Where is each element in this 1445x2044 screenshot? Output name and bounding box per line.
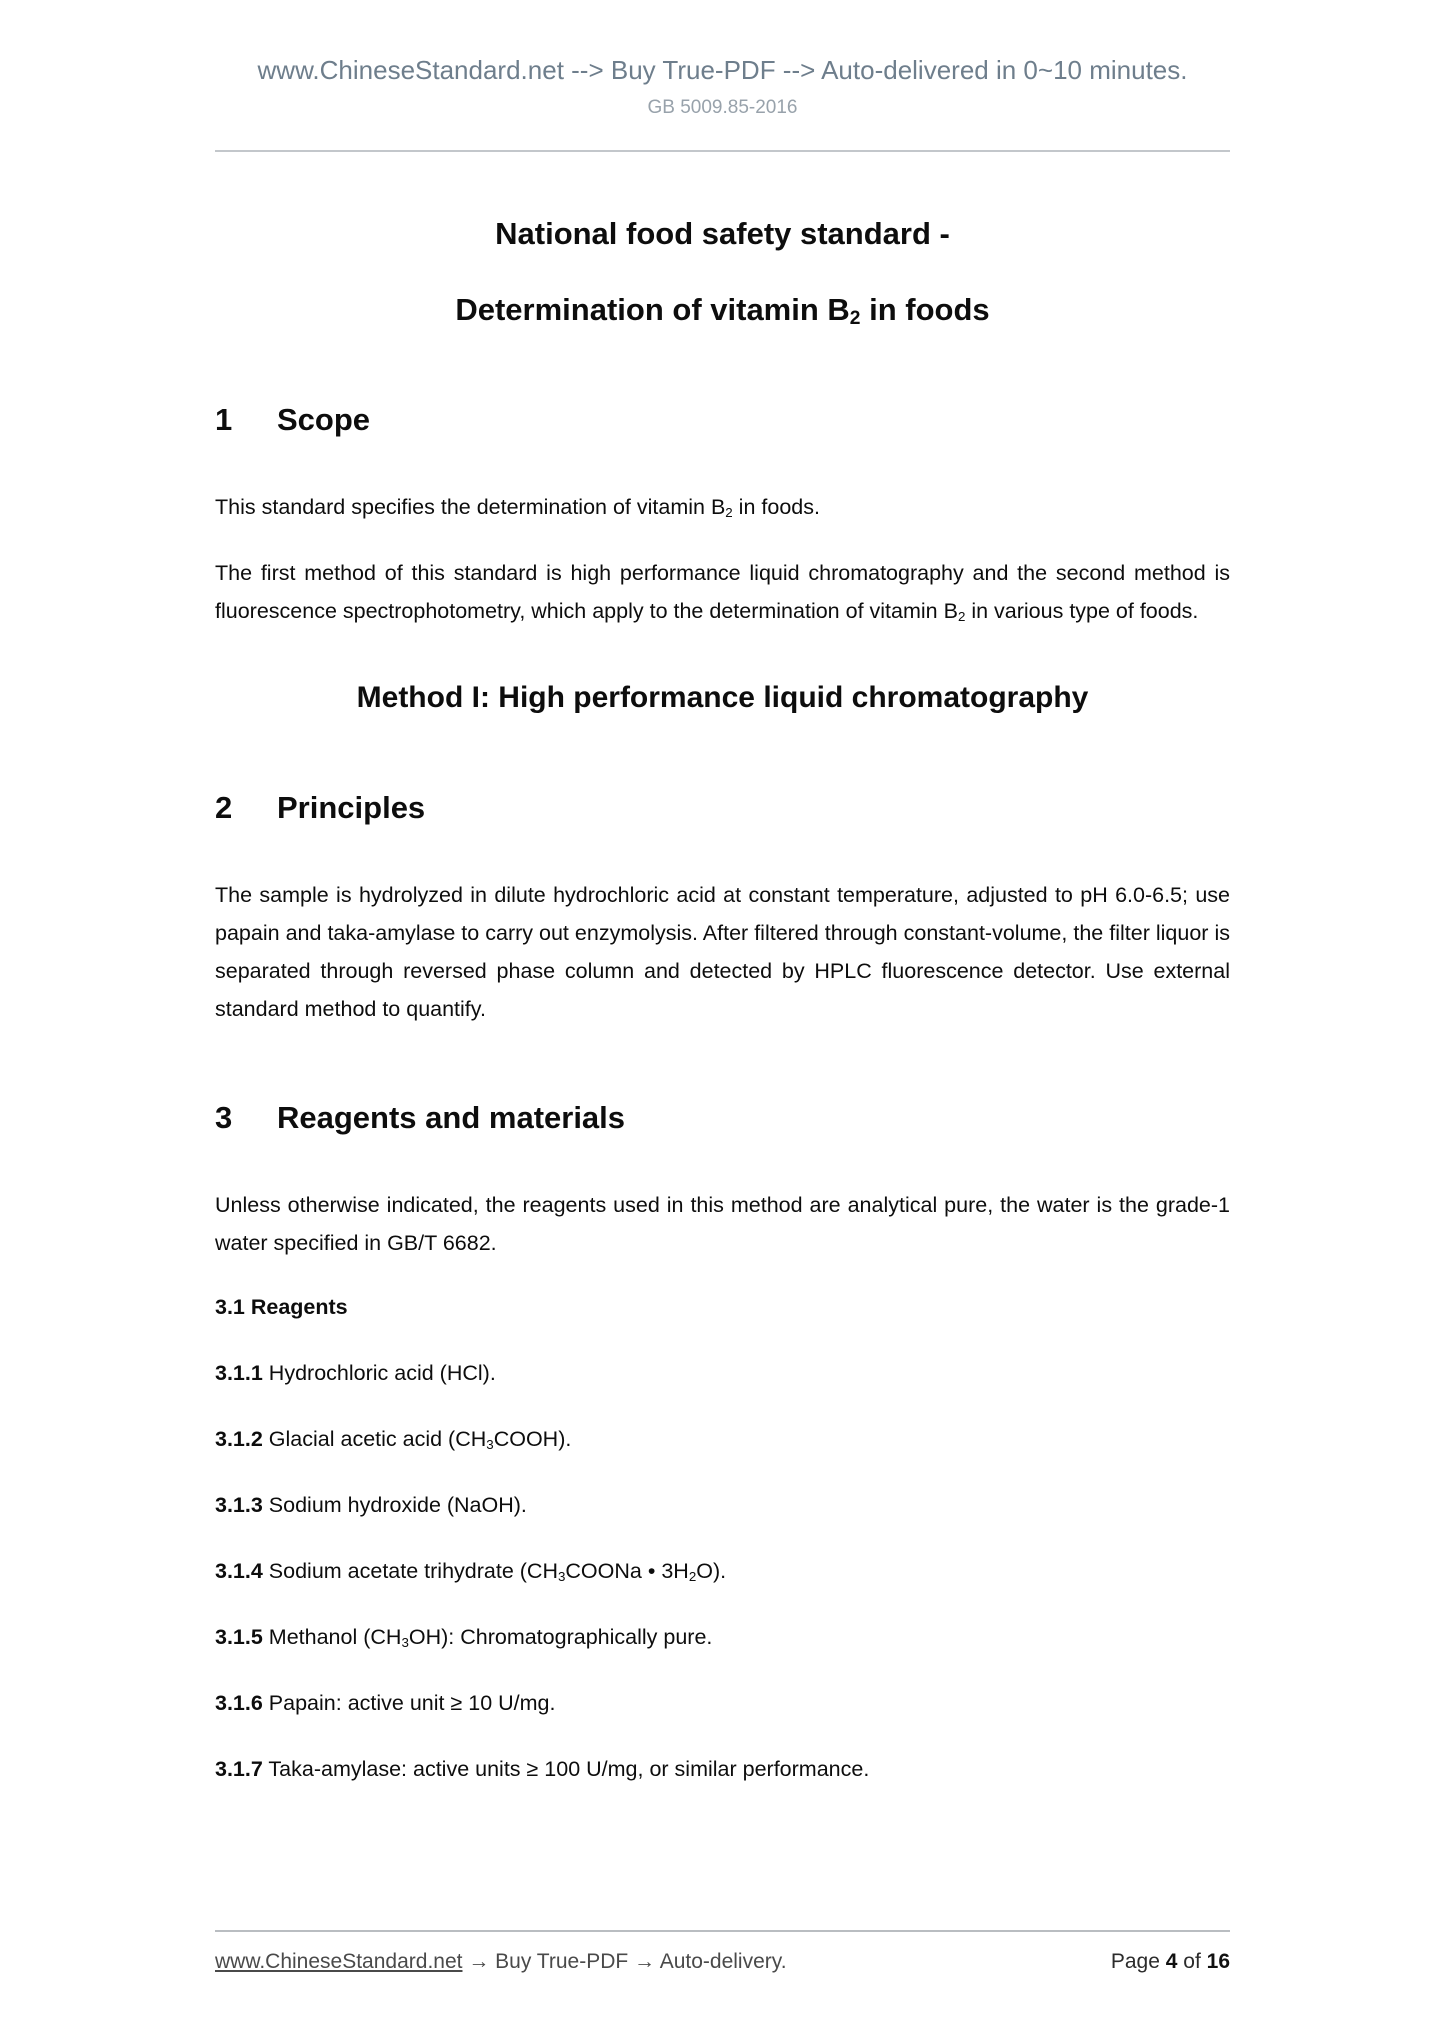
doc-title-line2-text: Determination of vitamin B <box>455 292 850 327</box>
document-code: GB 5009.85-2016 <box>647 97 798 118</box>
doc-title-line1: National food safety standard - <box>495 216 950 251</box>
section-number: 2 <box>215 790 233 825</box>
scope-p1-text: This standard specifies the determination of vitamin B <box>215 495 726 519</box>
reagent-number: 3.1.4 <box>215 1559 263 1583</box>
subsection-heading-reagents: 3.1 Reagents <box>215 1295 348 1319</box>
page-of-label: of <box>1183 1950 1201 1973</box>
reagent-item-3-1-1 <box>215 1354 1230 1392</box>
method-heading: Method I: High performance liquid chromatography <box>356 681 1089 714</box>
reagent-text: Hydrochloric acid (HCl). <box>262 1361 496 1385</box>
page-indicator <box>1111 1948 1230 1976</box>
reagent-text: COOH). <box>493 1427 572 1451</box>
reagent-number: 3.1.3 <box>215 1493 263 1517</box>
section-heading-scope <box>215 400 1230 440</box>
section-heading-reagents <box>215 1098 1230 1138</box>
scope-p1-tail: in foods. <box>732 495 820 519</box>
header-divider <box>215 150 1230 152</box>
scope-p2-text: The first method of this standard is high performance liquid chromatography and the second method is fluorescence spectrophotometry, which apply to the determination of vitamin B <box>215 561 1230 623</box>
subscript: 3 <box>401 1634 409 1650</box>
reagent-item-3-1-5 <box>215 1618 1230 1656</box>
page-footer <box>215 1930 1230 1976</box>
section-title: Scope <box>277 402 371 437</box>
section-title: Principles <box>277 790 426 825</box>
scope-paragraph-1 <box>215 488 1230 526</box>
section-number: 1 <box>215 402 233 437</box>
reagent-number: 3.1.7 <box>215 1757 263 1781</box>
subscript: 2 <box>688 1568 697 1584</box>
footer-site-link[interactable]: www.ChineseStandard.net <box>215 1950 463 1973</box>
footer-left <box>215 1948 787 1976</box>
page-current: 4 <box>1165 1950 1178 1973</box>
subscript: 3 <box>557 1568 566 1584</box>
header-banner-text: www.ChineseStandard.net --> Buy True-PDF --> Auto-delivered in 0~10 minutes. <box>257 55 1188 85</box>
principles-paragraph: The sample is hydrolyzed in dilute hydrochloric acid at constant temperature, adjusted to pH 6.0-6.5; use papain and taka-amylase to carry out enzymolysis. After filtered through constant-volume, the filter liquor is separated through reversed phase column and detected by HPLC fluorescence detector. Use external standard method to quantify. <box>215 883 1230 1021</box>
reagent-text: Glacial acetic acid (CH <box>262 1427 487 1451</box>
section-number: 3 <box>215 1100 233 1135</box>
reagent-item-3-1-3 <box>215 1486 1230 1524</box>
reagent-item-3-1-4 <box>215 1552 1230 1590</box>
reagent-text: Sodium acetate trihydrate (CH <box>262 1559 558 1583</box>
reagent-number: 3.1.5 <box>215 1625 263 1649</box>
reagent-text: Taka-amylase: active units ≥ 100 U/mg, or similar performance. <box>262 1757 870 1781</box>
reagent-text: OH): Chromatographically pure. <box>408 1625 713 1649</box>
doc-title-line2 <box>215 290 1230 330</box>
doc-title-line2-tail: in foods <box>860 292 990 327</box>
reagent-item-3-1-7 <box>215 1750 1230 1788</box>
page-total: 16 <box>1206 1950 1230 1973</box>
section-title: Reagents and materials <box>277 1100 626 1135</box>
scope-p2-tail: in various type of foods. <box>965 599 1199 623</box>
subscript: 3 <box>486 1436 494 1452</box>
reagents-intro-paragraph: Unless otherwise indicated, the reagents used in this method are analytical pure, the water is the grade-1 water specified in GB/T 6682. <box>215 1193 1230 1255</box>
subscript: 2 <box>849 308 861 330</box>
section-heading-principles <box>215 788 1230 828</box>
reagent-item-3-1-6 <box>215 1684 1230 1722</box>
footer-breadcrumb-text: → Buy True-PDF → Auto-delivery. <box>462 1950 787 1973</box>
reagent-number: 3.1.2 <box>215 1427 263 1451</box>
reagent-text: O). <box>696 1559 727 1583</box>
reagent-text: Sodium hydroxide (NaOH). <box>262 1493 527 1517</box>
reagent-item-3-1-2 <box>215 1420 1230 1458</box>
subscript: 2 <box>725 504 733 520</box>
reagent-number: 3.1.1 <box>215 1361 263 1385</box>
page-label: Page <box>1110 1950 1160 1973</box>
reagent-text: Methanol (CH <box>262 1625 402 1649</box>
reagent-text: Papain: active unit ≥ 10 U/mg. <box>262 1691 556 1715</box>
reagent-number: 3.1.6 <box>215 1691 263 1715</box>
reagent-text: COONa • 3H <box>565 1559 689 1583</box>
scope-paragraph-2 <box>215 554 1230 630</box>
subscript: 2 <box>957 608 966 624</box>
